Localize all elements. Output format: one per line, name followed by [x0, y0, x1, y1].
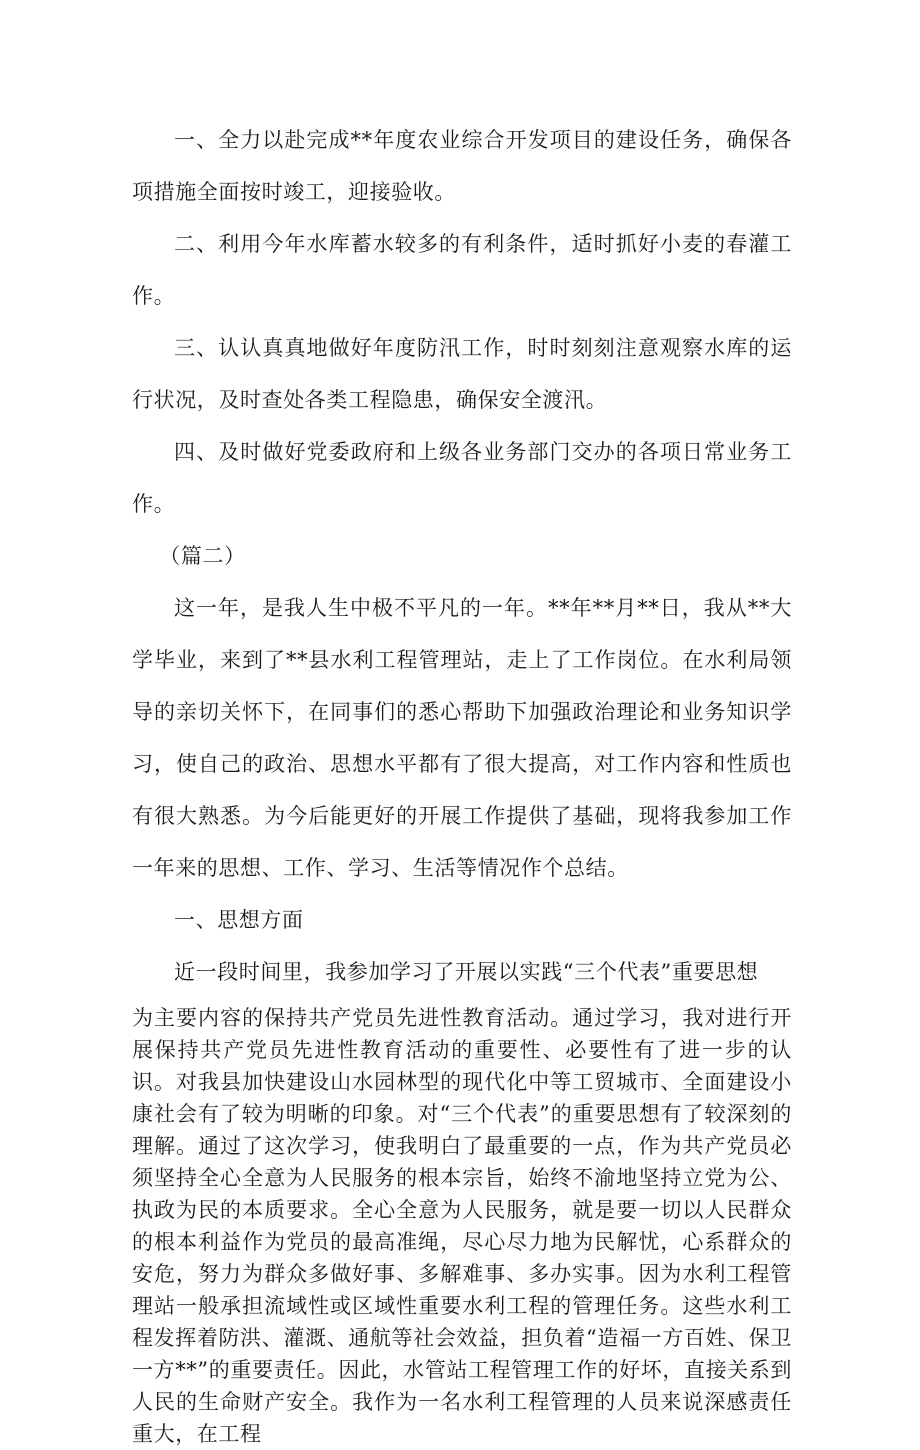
thought-body-paragraph: 为主要内容的保持共产党员先进性教育活动。通过学习，我对进行开展保持共产党员先进性教育活动的重要性、必要性有了进一步的认识。对我县加快建设山水园林型的现代化中等工贸城市、全面建设小康社会有了较为明晰的印象。对“三个代表”的重要思想有了较深刻的理解。通过了这次学习，使我明白了最重要的一点，作为共产党员必须坚持全心全意为人民服务的根本宗旨，始终不渝地坚持立党为公、执政为民的本质要求。全心全意为人民服务，就是要一切以人民群众的根本利益作为党员的最高准绳，尽心尽力地为民解忧，心系群众的安危，努力为群众多做好事、多解难事、多办实事。因为水利工程管理站一般承担流域性或区域性重要水利工程的管理任务。这些水利工程发挥着防洪、灌溉、通航等社会效益，担负着“造福一方百姓、保卫一方**”的重要责任。因此，水管站工程管理工作的好坏，直接关系到人民的生命财产安全。我作为一名水利工程管理的人员来说深感责任重大，在工程: [132, 1006, 792, 1446]
thought-heading: 一、思想方面: [174, 908, 304, 932]
paragraph-item-4: 四、及时做好党委政府和上级各业务部门交办的各项日常业务工作。: [132, 440, 792, 516]
intro-paragraph: 这一年，是我人生中极不平凡的一年。**年**月**日，我从**大学毕业，来到了**县水利工程管理站，走上了工作岗位。在水利局领导的亲切关怀下，在同事们的悉心帮助下加强政治理论和业务知识学习，使自己的政治、思想水平都有了很大提高，对工作内容和性质也有很大熟悉。为今后能更好的开展工作提供了基础，现将我参加工作一年来的思想、工作、学习、生活等情况作个总结。: [132, 596, 792, 880]
paragraph-item-2: 二、利用今年水库蓄水较多的有利条件，适时抓好小麦的春灌工作。: [132, 232, 792, 308]
thought-lead-line: 近一段时间里，我参加学习了开展以实践“三个代表”重要思想: [174, 960, 759, 984]
paragraph-item-3: 三、认认真真地做好年度防汛工作，时时刻刻注意观察水库的运行状况，及时查处各类工程隐患，确保安全渡汛。: [132, 336, 792, 412]
section-label: （篇二）: [159, 544, 246, 568]
thought-body-block: [132, 1002, 792, 1450]
paragraph-item-1: 一、全力以赴完成**年度农业综合开发项目的建设任务，确保各项措施全面按时竣工，迎接验收。: [132, 128, 792, 204]
